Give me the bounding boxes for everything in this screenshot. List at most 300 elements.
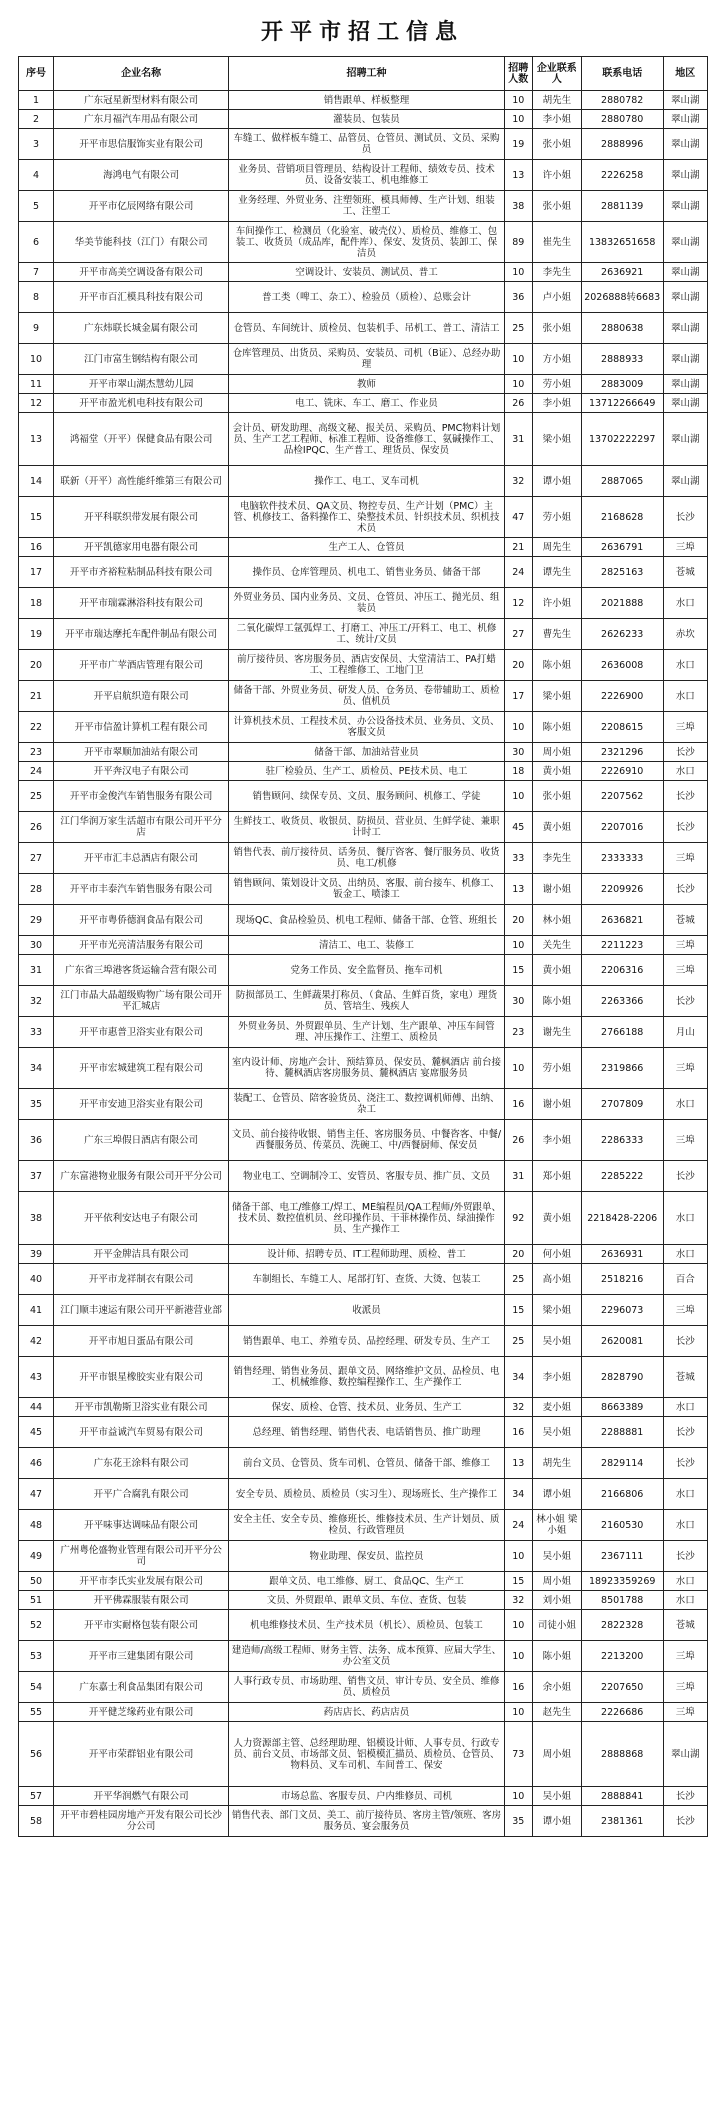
cell-contact: 谢先生: [532, 1017, 581, 1048]
cell-index: 28: [19, 874, 54, 905]
cell-index: 18: [19, 588, 54, 619]
cell-company: 广东炜联长城金属有限公司: [54, 313, 229, 344]
header-count: 招聘人数: [504, 57, 532, 91]
cell-index: 30: [19, 936, 54, 955]
cell-company: 开平市安迪卫浴实业有限公司: [54, 1089, 229, 1120]
cell-jobs: 党务工作员、安全监督员、拖车司机: [229, 955, 505, 986]
table-row: [19, 936, 708, 955]
cell-area: 水口: [663, 762, 707, 781]
cell-company: 开平市翠山湖杰慧幼儿园: [54, 375, 229, 394]
cell-company: 海鸿电气有限公司: [54, 160, 229, 191]
cell-area: 三埠: [663, 538, 707, 557]
cell-area: 三埠: [663, 955, 707, 986]
cell-company: 开平市金俊汽车销售服务有限公司: [54, 781, 229, 812]
cell-phone: 2888933: [581, 344, 663, 375]
cell-jobs: 仓库管理员、出货员、采购员、安装员、司机（B证）、总经办助理: [229, 344, 505, 375]
cell-area: 苍城: [663, 905, 707, 936]
table-row: [19, 743, 708, 762]
cell-count: 25: [504, 313, 532, 344]
cell-contact: 谭小姐: [532, 1479, 581, 1510]
table-row: [19, 1591, 708, 1610]
cell-contact: 陈小姐: [532, 712, 581, 743]
cell-company: 华美节能科技（江门）有限公司: [54, 222, 229, 263]
cell-phone: 2226686: [581, 1703, 663, 1722]
cell-phone: 8501788: [581, 1591, 663, 1610]
cell-contact: 张小姐: [532, 129, 581, 160]
cell-phone: 2822328: [581, 1610, 663, 1641]
table-row: [19, 1703, 708, 1722]
cell-area: 翠山湖: [663, 110, 707, 129]
cell-jobs: 储备干部、电工/维修工/焊工、ME编程员/QA工程师/外贸跟单、技术员、数控值机员、丝印操作员、干菲林操作员、绿油操作员、生产操作工: [229, 1192, 505, 1245]
cell-contact: 方小姐: [532, 344, 581, 375]
cell-area: 长沙: [663, 781, 707, 812]
cell-contact: 周小姐: [532, 1722, 581, 1787]
cell-phone: 2883009: [581, 375, 663, 394]
cell-phone: 2888996: [581, 129, 663, 160]
cell-index: 34: [19, 1048, 54, 1089]
cell-jobs: 药店店长、药店店员: [229, 1703, 505, 1722]
cell-jobs: 操作员、仓库管理员、机电工、销售业务员、储备干部: [229, 557, 505, 588]
cell-count: 47: [504, 497, 532, 538]
table-row: [19, 1264, 708, 1295]
cell-company: 广东月福汽车用品有限公司: [54, 110, 229, 129]
cell-count: 10: [504, 1541, 532, 1572]
cell-company: 开平市龙祥制衣有限公司: [54, 1264, 229, 1295]
cell-phone: 2333333: [581, 843, 663, 874]
cell-jobs: 总经理、销售经理、销售代表、电话销售员、推广助理: [229, 1417, 505, 1448]
table-row: [19, 344, 708, 375]
cell-phone: 2367111: [581, 1541, 663, 1572]
cell-count: 17: [504, 681, 532, 712]
cell-contact: 黄小姐: [532, 955, 581, 986]
cell-contact: 司徒小姐: [532, 1610, 581, 1641]
cell-area: 长沙: [663, 1326, 707, 1357]
cell-count: 31: [504, 1161, 532, 1192]
table-row: [19, 874, 708, 905]
cell-index: 56: [19, 1722, 54, 1787]
cell-count: 25: [504, 1264, 532, 1295]
table-row: [19, 1417, 708, 1448]
cell-jobs: 驻厂检验员、生产工、质检员、PE技术员、电工: [229, 762, 505, 781]
cell-company: 开平市粤侨德润食品有限公司: [54, 905, 229, 936]
cell-count: 89: [504, 222, 532, 263]
cell-contact: 赵先生: [532, 1703, 581, 1722]
recruitment-table: [18, 56, 708, 1837]
cell-phone: 2213200: [581, 1641, 663, 1672]
cell-index: 45: [19, 1417, 54, 1448]
cell-phone: 2168628: [581, 497, 663, 538]
table-row: [19, 466, 708, 497]
header-phone: 联系电话: [581, 57, 663, 91]
cell-company: 开平市惠普卫浴实业有限公司: [54, 1017, 229, 1048]
cell-company: 开平市亿辰网络有限公司: [54, 191, 229, 222]
table-row: [19, 129, 708, 160]
table-row: [19, 557, 708, 588]
cell-area: 水口: [663, 1479, 707, 1510]
cell-phone: 2211223: [581, 936, 663, 955]
table-row: [19, 222, 708, 263]
cell-jobs: 设计师、招聘专员、IT工程师助理、质检、普工: [229, 1245, 505, 1264]
cell-company: 开平市李氏实业发展有限公司: [54, 1572, 229, 1591]
header-row: [19, 57, 708, 91]
cell-contact: 陈小姐: [532, 986, 581, 1017]
cell-contact: 张小姐: [532, 781, 581, 812]
table-row: [19, 1448, 708, 1479]
cell-phone: 2226258: [581, 160, 663, 191]
cell-company: 开平市银星橡胶实业有限公司: [54, 1357, 229, 1398]
cell-company: 开平市思信服饰实业有限公司: [54, 129, 229, 160]
cell-area: 翠山湖: [663, 160, 707, 191]
cell-count: 10: [504, 1610, 532, 1641]
cell-count: 13: [504, 874, 532, 905]
cell-jobs: 室内设计师、房地产会计、预结算员、保安员、麓枫酒店 前台接待、麓枫酒店客房服务员、麓枫酒店 宴席服务员: [229, 1048, 505, 1089]
cell-phone: 2026888转6683: [581, 282, 663, 313]
cell-index: 14: [19, 466, 54, 497]
cell-jobs: 文员、前台接待收银、销售主任、客房服务员、中餐咨客、中餐/西餐服务员、传菜员、洗碗工、中/西餐厨师、保安员: [229, 1120, 505, 1161]
cell-company: 开平健芝缘药业有限公司: [54, 1703, 229, 1722]
cell-contact: 周先生: [532, 538, 581, 557]
cell-count: 34: [504, 1479, 532, 1510]
cell-contact: 余小姐: [532, 1672, 581, 1703]
cell-count: 21: [504, 538, 532, 557]
cell-contact: 劳小姐: [532, 1048, 581, 1089]
table-row: [19, 650, 708, 681]
cell-company: 江门市晶大晶超级购物广场有限公司开平汇城店: [54, 986, 229, 1017]
cell-company: 开平华润燃气有限公司: [54, 1787, 229, 1806]
cell-count: 92: [504, 1192, 532, 1245]
cell-index: 43: [19, 1357, 54, 1398]
cell-phone: 13832651658: [581, 222, 663, 263]
cell-company: 开平市瑞霖淋浴科技有限公司: [54, 588, 229, 619]
cell-jobs: 车制组长、车缝工人、尾部打钉、查货、大烫、包装工: [229, 1264, 505, 1295]
cell-jobs: 储备干部、加油站营业员: [229, 743, 505, 762]
cell-jobs: 销售跟单、电工、养殖专员、品控经理、研发专员、生产工: [229, 1326, 505, 1357]
cell-index: 25: [19, 781, 54, 812]
table-row: [19, 1572, 708, 1591]
cell-company: 开平市荣群铝业有限公司: [54, 1722, 229, 1787]
cell-count: 16: [504, 1089, 532, 1120]
cell-jobs: 销售代表、前厅接待员、话务员、餐厅咨客、餐厅服务员、收货员、电工/机修: [229, 843, 505, 874]
table-row: [19, 781, 708, 812]
cell-company: 开平市旭日蛋品有限公司: [54, 1326, 229, 1357]
table-row: [19, 91, 708, 110]
cell-phone: 2263366: [581, 986, 663, 1017]
cell-area: 长沙: [663, 743, 707, 762]
table-row: [19, 191, 708, 222]
cell-company: 开平市丰泰汽车销售服务有限公司: [54, 874, 229, 905]
cell-count: 10: [504, 344, 532, 375]
table-row: [19, 1120, 708, 1161]
cell-jobs: 安全主任、安全专员、维修班长、维修技术员、生产计划员、质检员、行政管理员: [229, 1510, 505, 1541]
cell-count: 16: [504, 1417, 532, 1448]
cell-area: 长沙: [663, 1806, 707, 1837]
cell-index: 23: [19, 743, 54, 762]
cell-index: 8: [19, 282, 54, 313]
cell-phone: 2828790: [581, 1357, 663, 1398]
cell-index: 13: [19, 413, 54, 466]
cell-contact: 许小姐: [532, 160, 581, 191]
cell-count: 10: [504, 1048, 532, 1089]
cell-phone: 13712266649: [581, 394, 663, 413]
cell-contact: 李小姐: [532, 110, 581, 129]
cell-jobs: 计算机技术员、工程技术员、办公设备技术员、业务员、文员、客服文员: [229, 712, 505, 743]
cell-count: 26: [504, 394, 532, 413]
table-row: [19, 1479, 708, 1510]
cell-company: 开平凯德家用电器有限公司: [54, 538, 229, 557]
cell-company: 开平市汇丰总酒店有限公司: [54, 843, 229, 874]
cell-contact: 许小姐: [532, 588, 581, 619]
cell-company: 开平市三建集团有限公司: [54, 1641, 229, 1672]
cell-phone: 2288881: [581, 1417, 663, 1448]
table-row: [19, 905, 708, 936]
cell-jobs: 机电维修技术员、生产技术员（机长）、质检员、包装工: [229, 1610, 505, 1641]
cell-company: 广东冠星新型材料有限公司: [54, 91, 229, 110]
cell-count: 32: [504, 1591, 532, 1610]
cell-index: 7: [19, 263, 54, 282]
cell-company: 开平市广苹酒店管理有限公司: [54, 650, 229, 681]
cell-phone: 18923359269: [581, 1572, 663, 1591]
cell-company: 江门市富生钢结构有限公司: [54, 344, 229, 375]
table-row: [19, 1017, 708, 1048]
cell-count: 26: [504, 1120, 532, 1161]
cell-company: 开平市翠顺加油站有限公司: [54, 743, 229, 762]
cell-contact: 刘小姐: [532, 1591, 581, 1610]
cell-index: 53: [19, 1641, 54, 1672]
table-row: [19, 1192, 708, 1245]
cell-index: 16: [19, 538, 54, 557]
cell-index: 36: [19, 1120, 54, 1161]
cell-contact: 吴小姐: [532, 1417, 581, 1448]
cell-index: 58: [19, 1806, 54, 1837]
cell-contact: 李小姐: [532, 1120, 581, 1161]
cell-phone: 2888841: [581, 1787, 663, 1806]
cell-phone: 2626233: [581, 619, 663, 650]
cell-contact: 李先生: [532, 263, 581, 282]
cell-index: 47: [19, 1479, 54, 1510]
cell-index: 51: [19, 1591, 54, 1610]
cell-jobs: 电脑软件技术员、QA文员、物控专员、生产计划（PMC）主管、机修技工、备料操作工、染整技术员、针织技术员、织机技术员: [229, 497, 505, 538]
table-body: [19, 91, 708, 1837]
cell-count: 10: [504, 781, 532, 812]
table-row: [19, 313, 708, 344]
cell-index: 12: [19, 394, 54, 413]
table-row: [19, 1398, 708, 1417]
cell-area: 翠山湖: [663, 375, 707, 394]
cell-count: 20: [504, 1245, 532, 1264]
cell-area: 水口: [663, 1398, 707, 1417]
table-row: [19, 955, 708, 986]
cell-jobs: 人力资源部主管、总经理助理、铝模设计师、人事专员、行政专员、前台文员、市场部文员、铝模模汇描员、质检员、仓管员、物料员、叉车司机、车间普工、保安: [229, 1722, 505, 1787]
cell-contact: 高小姐: [532, 1264, 581, 1295]
cell-jobs: 业务员、营销项目管理员、结构设计工程师、绩效专员、技术员、设备安装工、机电维修工: [229, 160, 505, 191]
cell-contact: 陈小姐: [532, 650, 581, 681]
cell-area: 水口: [663, 681, 707, 712]
cell-index: 44: [19, 1398, 54, 1417]
cell-index: 10: [19, 344, 54, 375]
cell-index: 46: [19, 1448, 54, 1479]
table-row: [19, 1295, 708, 1326]
cell-index: 9: [19, 313, 54, 344]
cell-contact: 李小姐: [532, 394, 581, 413]
table-row: [19, 843, 708, 874]
cell-phone: 2286333: [581, 1120, 663, 1161]
cell-index: 54: [19, 1672, 54, 1703]
cell-index: 4: [19, 160, 54, 191]
cell-company: 开平市百汇模具科技有限公司: [54, 282, 229, 313]
table-row: [19, 1089, 708, 1120]
cell-jobs: 会计员、研发助理、高级文秘、报关员、采购员、PMC物料计划员、生产工艺工程师、标准工程师、设备维修工、氨碱操作工、品检IPQC、生产普工、理货员、保安员: [229, 413, 505, 466]
cell-area: 三埠: [663, 843, 707, 874]
cell-count: 38: [504, 191, 532, 222]
cell-phone: 2207016: [581, 812, 663, 843]
cell-company: 广东三埠假日酒店有限公司: [54, 1120, 229, 1161]
cell-jobs: 现场QC、食品检验员、机电工程师、储备干部、仓管、班组长: [229, 905, 505, 936]
cell-area: 长沙: [663, 1787, 707, 1806]
cell-jobs: 清洁工、电工、装修工: [229, 936, 505, 955]
cell-area: 三埠: [663, 1295, 707, 1326]
cell-jobs: 前台文员、仓管员、货车司机、仓管员、储备干部、维修工: [229, 1448, 505, 1479]
cell-count: 35: [504, 1806, 532, 1837]
cell-count: 32: [504, 466, 532, 497]
cell-index: 49: [19, 1541, 54, 1572]
cell-company: 广东花王涂料有限公司: [54, 1448, 229, 1479]
cell-jobs: 防损部员工、生鲜蔬果打称员、（食品、生鲜百货，家电）理货员、管培生、残疾人: [229, 986, 505, 1017]
cell-count: 10: [504, 1641, 532, 1672]
cell-jobs: 安全专员、质检员、质检员（实习生）、现场班长、生产操作工: [229, 1479, 505, 1510]
cell-index: 41: [19, 1295, 54, 1326]
cell-count: 10: [504, 712, 532, 743]
table-row: [19, 1722, 708, 1787]
cell-contact: 劳小姐: [532, 375, 581, 394]
cell-count: 31: [504, 413, 532, 466]
cell-contact: 黄小姐: [532, 762, 581, 781]
cell-jobs: 销售代表、部门文员、美工、前厅接待员、客房主管/领班、客房服务员、宴会服务员: [229, 1806, 505, 1837]
cell-index: 52: [19, 1610, 54, 1641]
cell-count: 10: [504, 1787, 532, 1806]
cell-area: 翠山湖: [663, 263, 707, 282]
cell-count: 32: [504, 1398, 532, 1417]
cell-area: 百合: [663, 1264, 707, 1295]
cell-area: 长沙: [663, 1448, 707, 1479]
cell-jobs: 空调设计、安装员、测试员、普工: [229, 263, 505, 282]
cell-area: 水口: [663, 588, 707, 619]
cell-jobs: 前厅接待员、客房服务员、酒店安保员、大堂清洁工、PA打蜡工、工程维修工、工地门卫: [229, 650, 505, 681]
cell-area: 三埠: [663, 936, 707, 955]
cell-count: 10: [504, 1703, 532, 1722]
cell-index: 27: [19, 843, 54, 874]
cell-jobs: 保安、质检、仓管、技术员、业务员、生产工: [229, 1398, 505, 1417]
cell-index: 6: [19, 222, 54, 263]
cell-index: 29: [19, 905, 54, 936]
cell-phone: 2285222: [581, 1161, 663, 1192]
cell-count: 10: [504, 110, 532, 129]
cell-company: 开平市齐裕粒粘制品科技有限公司: [54, 557, 229, 588]
cell-count: 15: [504, 1295, 532, 1326]
cell-area: 翠山湖: [663, 413, 707, 466]
table-row: [19, 1806, 708, 1837]
cell-index: 35: [19, 1089, 54, 1120]
cell-jobs: 收派员: [229, 1295, 505, 1326]
header-jobs: 招聘工种: [229, 57, 505, 91]
cell-area: 翠山湖: [663, 313, 707, 344]
cell-phone: 2880782: [581, 91, 663, 110]
header-index: 序号: [19, 57, 54, 91]
cell-company: 开平科联织带发展有限公司: [54, 497, 229, 538]
cell-company: 开平广合腐乳有限公司: [54, 1479, 229, 1510]
cell-count: 15: [504, 1572, 532, 1591]
header-company: 企业名称: [54, 57, 229, 91]
cell-jobs: 外贸业务员、国内业务员、文员、仓管员、冲压工、抛光员、组装员: [229, 588, 505, 619]
cell-company: 开平佛霖服装有限公司: [54, 1591, 229, 1610]
cell-index: 40: [19, 1264, 54, 1295]
cell-count: 25: [504, 1326, 532, 1357]
cell-contact: 林小姐: [532, 905, 581, 936]
cell-jobs: 销售顾问、续保专员、文员、服务顾问、机修工、学徒: [229, 781, 505, 812]
cell-phone: 2881139: [581, 191, 663, 222]
cell-count: 15: [504, 955, 532, 986]
cell-area: 苍城: [663, 1357, 707, 1398]
cell-jobs: 电工、铣床、车工、磨工、作业员: [229, 394, 505, 413]
cell-contact: 吴小姐: [532, 1541, 581, 1572]
cell-phone: 2207562: [581, 781, 663, 812]
cell-count: 45: [504, 812, 532, 843]
cell-company: 开平市信盈计算机工程有限公司: [54, 712, 229, 743]
cell-jobs: 建造师/高级工程师、财务主管、法务、成本预算、应届大学生、办公室文员: [229, 1641, 505, 1672]
cell-contact: 谭先生: [532, 557, 581, 588]
cell-contact: 林小姐 梁小姐: [532, 1510, 581, 1541]
cell-count: 33: [504, 843, 532, 874]
cell-phone: 2887065: [581, 466, 663, 497]
cell-contact: 吴小姐: [532, 1787, 581, 1806]
table-row: [19, 110, 708, 129]
cell-phone: 2226910: [581, 762, 663, 781]
table-row: [19, 1048, 708, 1089]
table-row: [19, 263, 708, 282]
cell-contact: 李先生: [532, 843, 581, 874]
cell-phone: 2319866: [581, 1048, 663, 1089]
cell-jobs: 操作工、电工、叉车司机: [229, 466, 505, 497]
cell-index: 11: [19, 375, 54, 394]
cell-index: 21: [19, 681, 54, 712]
cell-phone: 2160530: [581, 1510, 663, 1541]
cell-area: 翠山湖: [663, 282, 707, 313]
cell-jobs: 业务经理、外贸业务、注塑领班、模具师傅、生产计划、组装工、注塑工: [229, 191, 505, 222]
cell-contact: 胡先生: [532, 91, 581, 110]
cell-jobs: 车缝工、做样板车缝工、品管员、仓管员、测试员、文员、采购员: [229, 129, 505, 160]
cell-index: 55: [19, 1703, 54, 1722]
cell-company: 开平市光亮清洁服务有限公司: [54, 936, 229, 955]
cell-index: 50: [19, 1572, 54, 1591]
cell-area: 三埠: [663, 1048, 707, 1089]
cell-phone: 2620081: [581, 1326, 663, 1357]
cell-company: 开平市高美空调设备有限公司: [54, 263, 229, 282]
cell-jobs: 二氧化碳焊工氩弧焊工、打磨工、冲压工/开料工、电工、机修工、统计/文员: [229, 619, 505, 650]
cell-count: 13: [504, 1448, 532, 1479]
cell-count: 19: [504, 129, 532, 160]
cell-area: 长沙: [663, 874, 707, 905]
cell-phone: 2021888: [581, 588, 663, 619]
cell-company: 开平市盈光机电科技有限公司: [54, 394, 229, 413]
table-row: [19, 160, 708, 191]
cell-phone: 2296073: [581, 1295, 663, 1326]
cell-area: 长沙: [663, 1161, 707, 1192]
table-row: [19, 1787, 708, 1806]
cell-contact: 谭小姐: [532, 466, 581, 497]
cell-count: 12: [504, 588, 532, 619]
cell-phone: 2206316: [581, 955, 663, 986]
table-row: [19, 1326, 708, 1357]
table-row: [19, 812, 708, 843]
